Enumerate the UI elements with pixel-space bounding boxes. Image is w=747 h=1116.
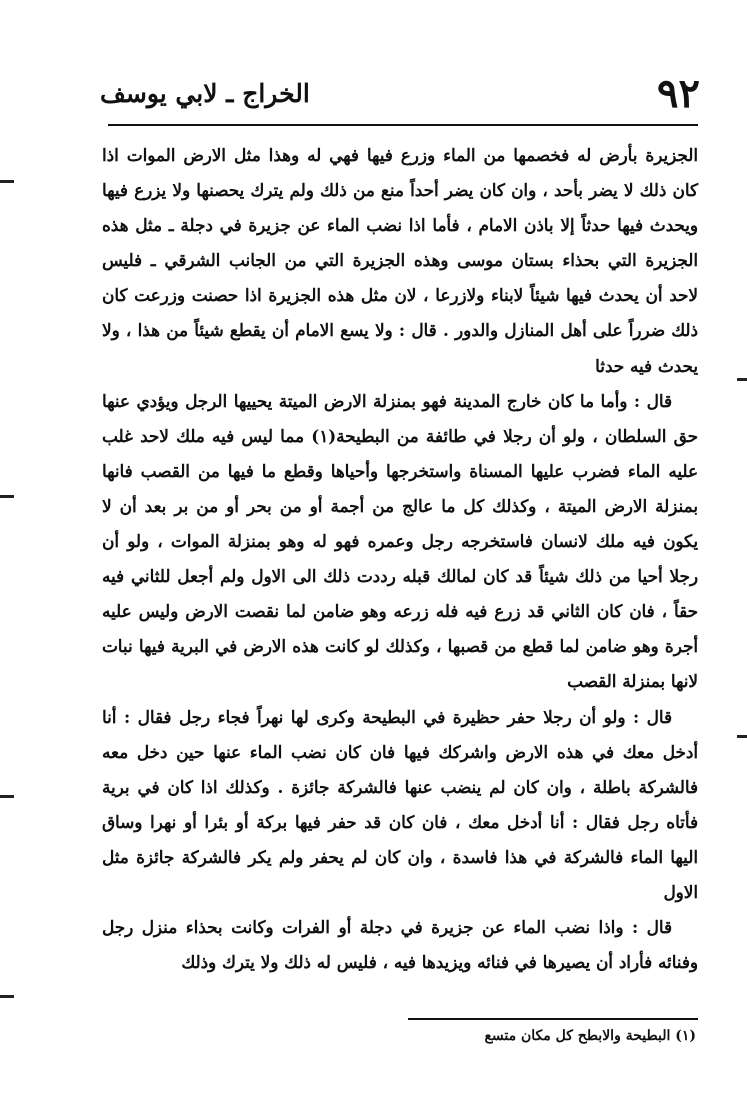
main-text — [102, 138, 698, 980]
footnote-rule — [408, 1018, 698, 1020]
header-rule — [108, 124, 698, 126]
paragraph: قال : ولو أن رجلا حفر حظيرة في البطيحة وكرى لها نهراً فجاء رجل فقال : أنا أدخل معك في هذه الارض واشركك فيها فان كان نضب الماء عنها حين دخل معه فالشركة باطلة ، وان كان لم ينضب عنها فالشركة جائزة . وكذلك اذا كان في برية فأتاه رجل فقال : أنا أدخل معك ، فان كان قد حفر فيها بركة أو بئرا أو نهرا وساق اليها الماء فالشركة في هذا فاسدة ، وان كان لم يحفر ولم يكر فالشركة جائزة مثل الاول — [102, 706, 698, 902]
edge-mark — [737, 378, 747, 381]
running-title: الخراج ـ لابي يوسف — [100, 79, 310, 108]
edge-mark — [0, 180, 14, 183]
page-number: ٩٢ — [657, 70, 700, 117]
edge-mark — [0, 495, 14, 498]
paragraph: قال : وأما ما كان خارج المدينة فهو بمنزلة الارض الميتة يحييها الرجل ويؤدي عنها حق السلطان ، ولو أن رجلا في طائفة من البطيحة(١) مما ليس فيه ملك لاحد غلب عليه الماء فضرب عليها المسناة واستخرجها وأحياها وقطع ما فيها من القصب فانها بمنزلة الارض الميتة ، وكذلك كل ما عالج من أجمة أو من بحر أو من بر بعد أن لا يكون فيه ملك لانسان فاستخرجه رجل وعمره فهو له وهو بمنزلة الموات ، ولو أن رجلا أحيا من ذلك شيئاً قد كان لمالك قبله رددت ذلك الى الاول ولم أجعل للثاني فيه حقاً ، فان كان الثاني قد زرع فيه فله زرعه وهو ضامن لما نقصت الارض وليس عليه أجرة وهو ضامن لما قطع من قصبها ، وكذلك لو كانت هذه الارض في البرية فيها نبات لانها بمنزلة القصب — [102, 390, 698, 692]
edge-mark — [0, 795, 14, 798]
page-header — [100, 70, 700, 118]
edge-mark — [0, 995, 14, 998]
edge-mark — [737, 735, 747, 738]
footnote: (١) البطيحة والابطح كل مكان متسع — [484, 1028, 696, 1044]
paragraph: قال : واذا نضب الماء عن جزيرة في دجلة أو الفرات وكانت بحذاء منزل رجل وفنائه فأراد أن يصيرها في فنائه ويزيدها فيه ، فليس له ذلك ولا يترك وذلك — [102, 917, 698, 973]
paragraph: الجزيرة بأرض له فخصمها من الماء وزرع فيها فهي له وهذا مثل الارض الموات اذا كان ذلك لا يضر بأحد ، وان كان يضر أحداً منع من ذلك ولم يترك يحصنها ولا يزرع فيها ويحدث فيها حدثاً إلا باذن الامام ، فأما اذا نضب الماء عن جزيرة في دجلة ـ مثل هذه الجزيرة التي بحذاء بستان موسى وهذه الجزيرة التي من الجانب الشرقي ـ فليس لاحد أن يحدث فيها شيئاً لابناء ولازرعا ، لان مثل هذه الجزيرة اذا حصنت وزرعت كان ذلك ضرراً على أهل المنازل والدور . قال : ولا يسع الامام أن يقطع شيئاً من هذا ، ولا يحدث فيه حدثا — [102, 145, 698, 376]
